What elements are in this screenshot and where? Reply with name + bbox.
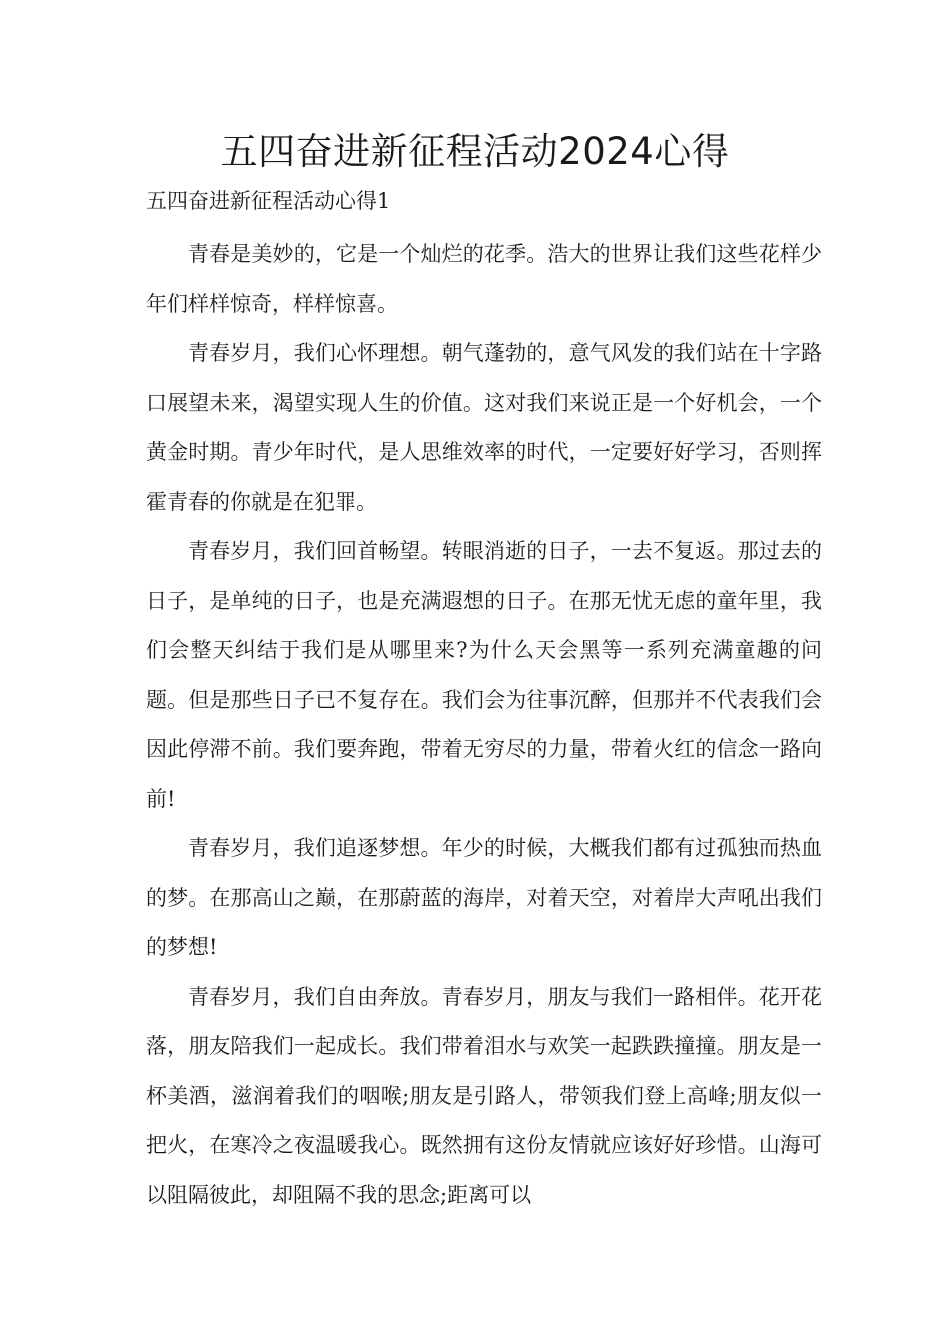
paragraph-1: 青春是美妙的，它是一个灿烂的花季。浩大的世界让我们这些花样少年们样样惊奇，样样惊喜。 <box>146 242 822 316</box>
paragraph-4: 青春岁月，我们追逐梦想。年少的时候，大概我们都有过孤独而热血的梦。在那高山之巅，在那蔚蓝的海岸，对着天空，对着岸大声吼出我们的梦想! <box>146 836 822 959</box>
document-body <box>146 230 822 1220</box>
section-subtitle: 五四奋进新征程活动心得1 <box>146 189 391 213</box>
paragraph-2: 青春岁月，我们心怀理想。朝气蓬勃的，意气风发的我们站在十字路口展望未来，渴望实现人生的价值。这对我们来说正是一个好机会，一个黄金时期。青少年时代，是人思维效率的时代，一定要好好学习，否则挥霍青春的你就是在犯罪。 <box>146 341 822 514</box>
paragraph-5: 青春岁月，我们自由奔放。青春岁月，朋友与我们一路相伴。花开花落，朋友陪我们一起成长。我们带着泪水与欢笑一起跌跌撞撞。朋友是一杯美酒，滋润着我们的咽喉;朋友是引路人，带领我们登上高峰;朋友似一把火，在寒冷之夜温暖我心。既然拥有这份友情就应该好好珍惜。山海可以阻隔彼此，却阻隔不我的思念;距离可以 <box>146 984 822 1207</box>
document-title: 五四奋进新征程活动2024心得 <box>220 130 730 173</box>
paragraph-3: 青春岁月，我们回首畅望。转眼消逝的日子，一去不复返。那过去的日子，是单纯的日子，也是充满遐想的日子。在那无忧无虑的童年里，我们会整天纠结于我们是从哪里来?为什么天会黑等一系列充满童趣的问题。但是那些日子已不复存在。我们会为往事沉醉，但那并不代表我们会因此停滞不前。我们要奔跑，带着无穷尽的力量，带着火红的信念一路向前! <box>146 539 822 811</box>
